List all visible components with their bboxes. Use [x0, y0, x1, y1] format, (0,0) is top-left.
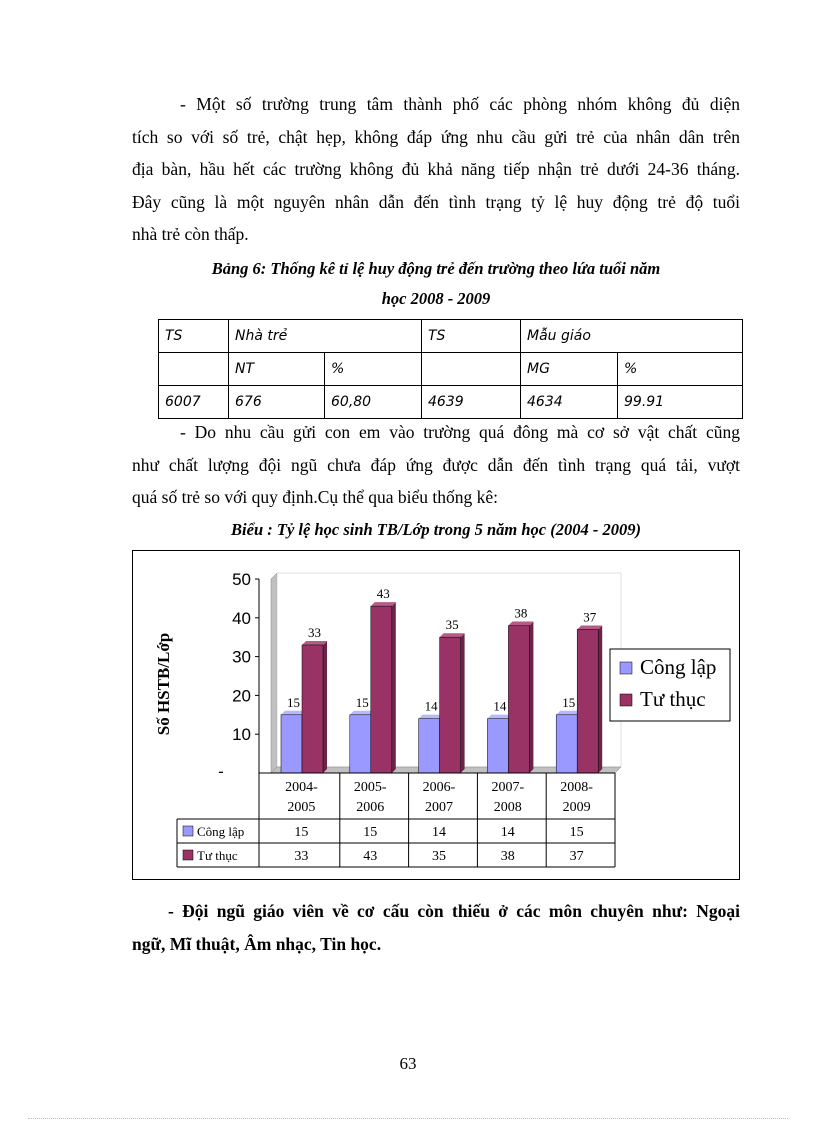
bar-value-label: 14	[493, 698, 507, 714]
mg-header: MG	[521, 353, 618, 386]
nt-value: 676	[229, 386, 325, 419]
x-category-label: 2007-	[491, 780, 525, 795]
bar-cong-lap	[281, 715, 302, 773]
bar-value-label: 15	[355, 694, 369, 710]
mg-pct-value: 99.91	[618, 386, 743, 419]
ts-value: 6007	[159, 386, 229, 419]
bar-value-label: 33	[308, 624, 321, 640]
page-number: 63	[399, 1054, 417, 1073]
bar-value-label: 35	[445, 617, 459, 633]
paragraph-1-line: địa bàn, hầu hết các trường không đủ khả năng tiếp nhận trẻ dưới 24-36 tháng.	[132, 159, 740, 179]
bar-top	[302, 641, 327, 645]
x-category-label: 2008	[493, 800, 522, 815]
x-category-label: 2005	[287, 800, 316, 815]
bar-value-label: 15	[287, 694, 300, 710]
table-cell-value: 14	[500, 825, 515, 840]
bar-cong-lap	[487, 719, 508, 773]
paragraph-3-line: ngữ, Mĩ thuật, Âm nhạc, Tin học.	[132, 933, 382, 954]
table-cell-value: 35	[432, 849, 446, 864]
bar-top	[371, 602, 396, 606]
paragraph-3	[132, 895, 740, 960]
paragraph-1	[132, 88, 740, 251]
table-cell-value: 37	[569, 849, 584, 864]
mg-value: 4634	[521, 386, 618, 419]
bar-top	[577, 625, 602, 629]
x-category-label: 2005-	[353, 780, 387, 795]
x-category-label: 2006	[356, 800, 385, 815]
bar-side	[529, 622, 533, 773]
paragraph-1-line: - Một số trường trung tâm thành phố các phòng nhóm không đủ diện	[180, 94, 740, 114]
bar-tu-thuc	[302, 645, 323, 773]
table-caption-line-2: học 2008 - 2009	[381, 289, 491, 308]
bar-value-label: 14	[424, 698, 438, 714]
bar-top	[440, 633, 465, 637]
paragraph-1-line: tích so với số trẻ, chật hẹp, không đáp ứng nhu cầu gửi trẻ của nhân dân trên	[132, 126, 740, 147]
ts-header: TS	[159, 320, 229, 353]
paragraph-3-line: - Đội ngũ giáo viên về cơ cấu còn thiếu ở các môn chuyên như: Ngoại	[168, 901, 740, 921]
bar-side	[598, 625, 602, 773]
table-cell-value: 15	[569, 825, 584, 840]
paragraph-2-line: quá số trẻ so với quy định.Cụ thể qua biểu thống kê:	[132, 487, 499, 507]
x-category-label: 2004-	[285, 780, 318, 795]
table-cell-value: 33	[294, 849, 309, 864]
y-axis-title: Số HSTB/Lớp	[154, 632, 173, 736]
bar-tu-thuc	[508, 626, 529, 773]
paragraph-2	[132, 416, 740, 514]
table-caption	[132, 254, 740, 314]
y-tick-label: 30	[232, 647, 251, 667]
table-legend-swatch	[183, 850, 193, 860]
table-cell-value: 15	[363, 825, 378, 840]
nt-pct-value: 60,80	[325, 386, 422, 419]
bar-side	[461, 633, 465, 773]
bar-top	[508, 622, 533, 626]
paragraph-2-line: - Do nhu cầu gửi con em vào trường quá đông mà cơ sở vật chất cũng	[180, 422, 740, 442]
bar-tu-thuc	[371, 606, 392, 773]
enrollment-table	[158, 319, 743, 419]
bar-tu-thuc	[577, 629, 598, 773]
bar-value-label: 38	[514, 605, 528, 621]
mau-giao-header: Mẫu giáo	[521, 320, 743, 353]
bar-chart	[133, 551, 739, 879]
ts2-value: 4639	[422, 386, 521, 419]
mg-pct-header: %	[618, 353, 743, 386]
bar-cong-lap	[350, 715, 371, 773]
bar-side	[392, 602, 396, 773]
y-tick-label: 50	[232, 570, 251, 589]
table-cell-value: 38	[500, 849, 515, 864]
table-legend-swatch	[183, 826, 193, 836]
bar-value-label: 37	[583, 609, 597, 625]
table-cell-value: 43	[363, 849, 378, 864]
bar-tu-thuc	[440, 637, 461, 773]
empty-cell	[159, 353, 229, 386]
x-category-label: 2006-	[422, 780, 456, 795]
table-cell-value: 14	[432, 825, 446, 840]
bar-side	[323, 641, 327, 773]
paragraph-2-line: như chất lượng đội ngũ chưa đáp ứng được dẫn đến tình trạng quá tải, vượt	[132, 454, 740, 475]
nt-pct-header: %	[325, 353, 422, 386]
table-row-label: Công lập	[197, 824, 245, 839]
x-category-label: 2007	[425, 800, 453, 815]
chart-caption: Biểu : Tỷ lệ học sinh TB/Lớp trong 5 năm học (2004 - 2009)	[231, 520, 641, 539]
bar-value-label: 43	[376, 586, 390, 602]
y-tick-label: 10	[232, 725, 251, 745]
bar-cong-lap	[419, 719, 440, 773]
table-cell-value: 15	[294, 825, 309, 840]
ts2-header: TS	[422, 320, 521, 353]
legend-swatch	[620, 694, 632, 706]
chart-left-wall	[271, 573, 277, 773]
legend-swatch	[620, 662, 632, 674]
chart-container	[132, 550, 740, 880]
y-tick-label: 40	[232, 608, 251, 628]
table-row-label: Tư thục	[197, 848, 238, 863]
bar-value-label: 15	[562, 694, 576, 710]
table-caption-line-1: Bảng 6: Thống kê tỉ lệ huy động trẻ đến trường theo lứa tuổi năm	[211, 259, 661, 278]
nt-header: NT	[229, 353, 325, 386]
x-category-label: 2009	[562, 800, 591, 815]
bar-cong-lap	[556, 715, 577, 773]
paragraph-1-line: nhà trẻ còn thấp.	[132, 224, 249, 244]
paragraph-1-line: Đây cũng là một nguyên nhân dẫn đến tình trạng tỷ lệ huy động trẻ độ tuổi	[132, 191, 740, 212]
page-bottom-divider	[28, 1118, 788, 1119]
legend-label: Tư thục	[640, 687, 706, 711]
y-tick-label-zero: -	[218, 762, 224, 781]
y-tick-label: 20	[232, 686, 251, 706]
nha-tre-header: Nhà trẻ	[229, 320, 422, 353]
x-category-label: 2008-	[560, 780, 593, 795]
legend-label: Công lập	[640, 655, 717, 679]
empty-cell	[422, 353, 521, 386]
